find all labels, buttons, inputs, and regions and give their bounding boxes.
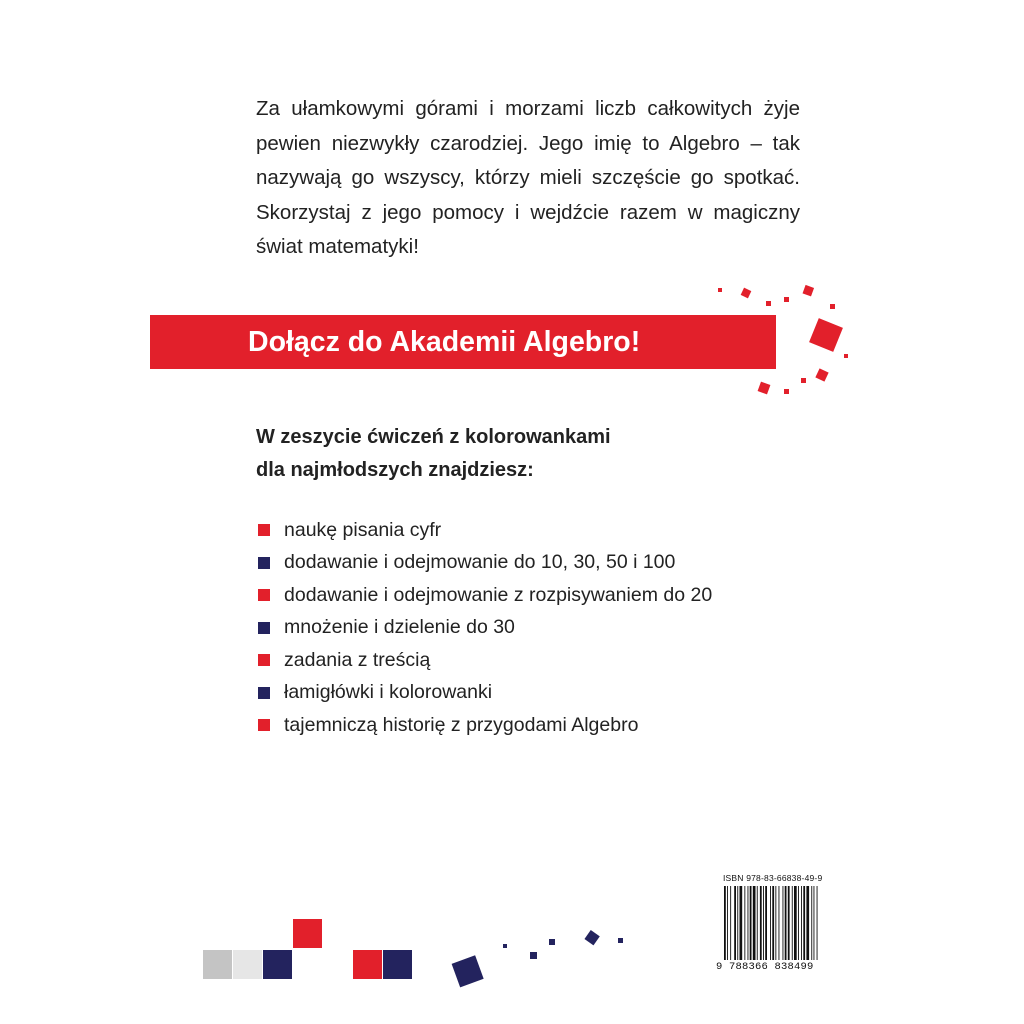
barcode-bar	[750, 886, 752, 960]
barcode-bar	[730, 886, 731, 960]
barcode-bar	[794, 886, 797, 960]
barcode-bar	[775, 886, 776, 960]
isbn-number: ISBN 978-83-66838-49-9	[723, 873, 823, 883]
barcode-bar	[737, 886, 738, 960]
feature-item	[258, 612, 712, 645]
barcode-bar	[798, 886, 799, 960]
feature-item	[258, 677, 712, 710]
barcode-bar	[811, 886, 812, 960]
barcode-bar	[753, 886, 756, 960]
barcode-bar	[724, 886, 726, 960]
feature-label: mnożenie i dzielenie do 30	[284, 616, 515, 639]
barcode-bar	[772, 886, 774, 960]
feature-label: naukę pisania cyfr	[284, 518, 442, 541]
barcode-bar	[734, 886, 736, 960]
barcode-bar	[779, 886, 780, 960]
barcode-bar	[806, 886, 809, 960]
barcode-bar	[770, 886, 771, 960]
barcode-bar	[765, 886, 767, 960]
bullet-square-icon	[258, 654, 270, 666]
bullet-square-icon	[258, 589, 270, 601]
bullet-square-icon	[258, 622, 270, 634]
barcode-bar	[814, 886, 815, 960]
intro-paragraph: Za ułamkowymi górami i morzami liczb całkowitych żyje pewien niezwykły czarodziej. Jego imię to Algebro – tak nazywają go wszyscy, którzy mieli szczęście go spotkać. Skorzystaj z jego pomocy i wejdźcie razem w magiczny świat matematyki!	[256, 97, 800, 258]
barcode-bar	[785, 886, 787, 960]
feature-item	[258, 547, 712, 580]
barcode-bar	[757, 886, 758, 960]
barcode-bar	[740, 886, 743, 960]
bottom-squares-decoration	[200, 914, 640, 1024]
bullet-square-icon	[258, 687, 270, 699]
feature-item	[258, 644, 712, 677]
feature-label: dodawanie i odejmowanie do 10, 30, 50 i 100	[284, 551, 676, 574]
bullet-square-icon	[258, 557, 270, 569]
banner-confetti-decoration	[700, 278, 860, 403]
barcode-bars	[721, 872, 835, 974]
bullet-square-icon	[258, 524, 270, 536]
barcode-bar	[803, 886, 805, 960]
barcode-bar	[748, 886, 749, 960]
barcode-bar	[817, 886, 818, 960]
barcode-area	[721, 872, 835, 974]
lead-text	[256, 421, 796, 487]
banner-heading: Dołącz do Akademii Algebro!	[248, 326, 641, 358]
bullet-square-icon	[258, 719, 270, 731]
barcode-bar	[788, 886, 790, 960]
barcode-bar	[744, 886, 745, 960]
barcode-bar	[763, 886, 764, 960]
feature-label: tajemniczą historię z przygodami Algebro	[284, 713, 639, 736]
barcode-bar	[760, 886, 762, 960]
lead-line-1: W zeszycie ćwiczeń z kolorowankami	[256, 426, 611, 448]
barcode-bar	[792, 886, 793, 960]
barcode-bar	[783, 886, 784, 960]
barcode-bar	[801, 886, 802, 960]
feature-item	[258, 709, 712, 742]
barcode-bar	[727, 886, 728, 960]
feature-item	[258, 579, 712, 612]
ean-number: 9 788366 838499	[716, 961, 814, 973]
feature-list	[258, 514, 712, 742]
feature-label: łamigłówki i kolorowanki	[284, 681, 493, 704]
feature-item	[258, 514, 712, 547]
feature-label: dodawanie i odejmowanie z rozpisywaniem do 20	[284, 583, 713, 606]
lead-line-2: dla najmłodszych znajdziesz:	[256, 459, 534, 481]
feature-label: zadania z treścią	[284, 648, 431, 671]
